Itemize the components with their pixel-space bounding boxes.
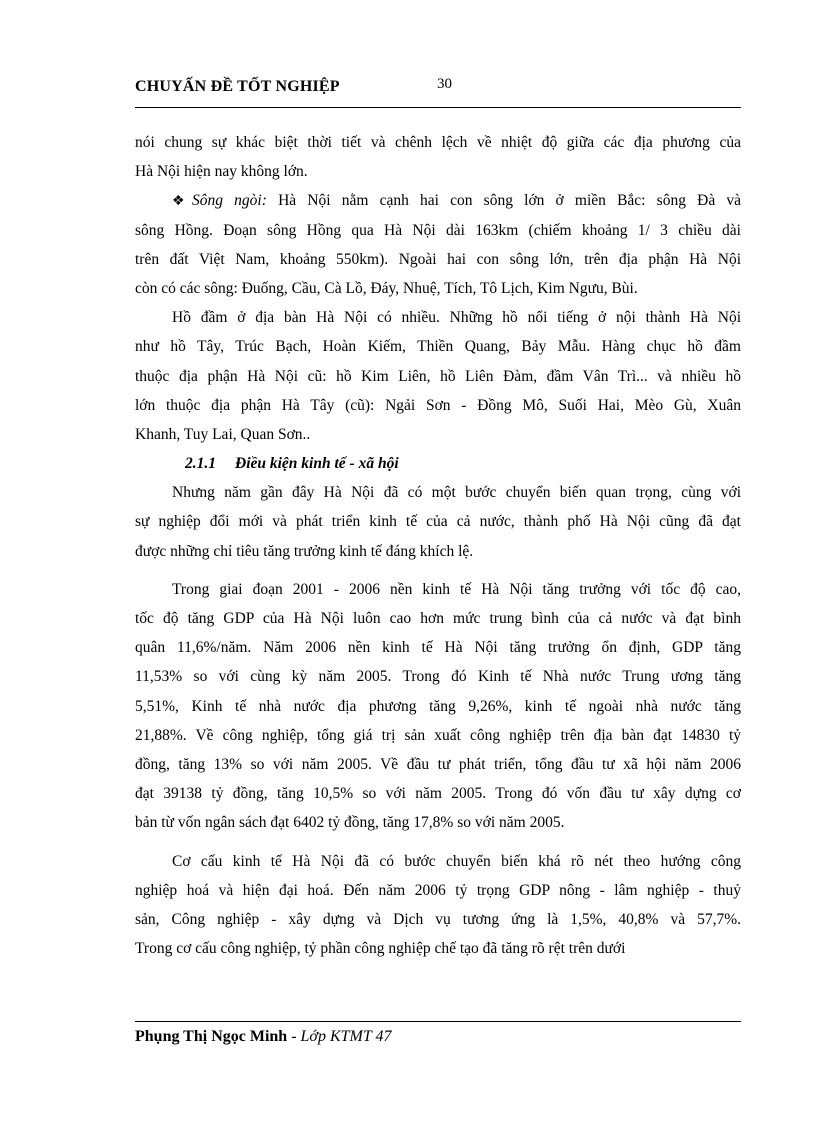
paragraph-spacer [135, 838, 741, 847]
footer-class: Lớp KTMT 47 [300, 1028, 392, 1045]
section-title: Điều kiện kinh tế - xã hội [235, 455, 399, 473]
footer-separator: - [287, 1028, 301, 1045]
paragraph-spacer [135, 566, 741, 575]
paragraph-line: được những chỉ tiêu tăng trưởng kinh tế đáng khích lệ. [135, 542, 474, 560]
footer-divider [135, 1021, 741, 1022]
paragraph-line: Hồ đầm ở địa bàn Hà Nội có nhiều. Những hồ nổi tiếng ở nội thành Hà Nội [172, 309, 741, 327]
paragraph-line: sự nghiệp đổi mới và phát triển kinh tế của cả nước, thành phố Hà Nội cũng đã đạt [135, 513, 741, 531]
footer-author: Phụng Thị Ngọc Minh [135, 1028, 288, 1045]
paragraph-line: sản, Công nghiệp - xây dựng và Dịch vụ tương ứng là 1,5%, 40,8% và 57,7%. [135, 910, 741, 928]
paragraph-line: lớn thuộc địa phận Hà Tây (cũ): Ngải Sơn - Đồng Mô, Suối Hai, Mèo Gù, Xuân [135, 396, 741, 414]
paragraph-line: Cơ cấu kinh tế Hà Nội đã có bước chuyển biến khá rõ nét theo hướng công [172, 852, 741, 870]
paragraph-line: Trong cơ cấu công nghiệp, tỷ phần công nghiệp chế tạo đã tăng rõ rệt trên dưới [135, 940, 626, 958]
page-footer [135, 1028, 391, 1046]
bullet-paragraph-line [135, 186, 741, 215]
bullet-label: Sông ngòi: [192, 192, 267, 210]
paragraph-line: 21,88%. Về công nghiệp, tổng giá trị sản xuất công nghiệp trên địa bàn đạt 14830 tỷ [135, 726, 741, 744]
paragraph-line: nghiệp hoá và hiện đại hoá. Đến năm 2006 tỷ trọng GDP nông - lâm nghiệp - thuỷ [135, 881, 741, 899]
paragraph-line: Khanh, Tuy Lai, Quan Sơn.. [135, 425, 311, 443]
header-title: CHUYẤN ĐỀ TỐT NGHIỆP [135, 78, 340, 95]
paragraph-line: còn có các sông: Đuống, Cầu, Cà Lồ, Đáy, Nhuệ, Tích, Tô Lịch, Kim Ngưu, Bùi. [135, 279, 638, 297]
paragraph-line: nói chung sự khác biệt thời tiết và chênh lệch về nhiệt độ giữa các địa phương của [135, 134, 741, 151]
paragraph-line: quân 11,6%/năm. Năm 2006 nền kinh tế Hà Nội tăng trưởng ổn định, GDP tăng [135, 639, 741, 657]
body-text [135, 128, 741, 963]
paragraph-line: bản từ vốn ngân sách đạt 6402 tỷ đồng, tăng 17,8% so với năm 2005. [135, 814, 565, 832]
paragraph-line: Nhưng năm gần đây Hà Nội đã có một bước chuyển biến quan trọng, cùng với [172, 484, 741, 502]
paragraph-line: sông Hồng. Đoạn sông Hồng qua Hà Nội dài 163km (chiếm khoảng 1/ 3 chiều dài [135, 221, 741, 239]
paragraph-line: tốc độ tăng GDP của Hà Nội luôn cao hơn mức trung bình của cả nước và đạt bình [135, 610, 741, 627]
paragraph-line: Trong giai đoạn 2001 - 2006 nền kinh tế Hà Nội tăng trưởng với tốc độ cao, [172, 580, 741, 598]
paragraph-line: như hồ Tây, Trúc Bạch, Hoàn Kiếm, Thiền Quang, Bảy Mẫu. Hàng chục hồ đầm [135, 338, 741, 356]
paragraph-line: 5,51%, Kinh tế nhà nước địa phương tăng 9,26%, kinh tế ngoài nhà nước tăng [135, 697, 741, 715]
diamond-bullet-icon: ❖ [172, 194, 185, 210]
paragraph-line: đạt 39138 tỷ đồng, tăng 10,5% so với năm 2005. Trong đó vốn đầu tư xây dựng cơ [135, 785, 741, 803]
header-divider [135, 107, 741, 108]
paragraph-line: đồng, tăng 13% so với năm 2005. Về đầu tư phát triển, tổng đầu tư xã hội năm 2006 [135, 755, 741, 773]
paragraph-line: thuộc địa phận Hà Nội cũ: hồ Kim Liên, hồ Liên Đàm, đầm Vân Trì... và nhiều hồ [135, 367, 741, 385]
paragraph-text: Hà Nội nằm cạnh hai con sông lớn ở miền Bắc: sông Đà và [278, 192, 741, 210]
paragraph-line: Hà Nội hiện nay không lớn. [135, 163, 308, 181]
section-number: 2.1.1 [185, 455, 216, 473]
page-number: 30 [437, 76, 452, 92]
section-heading [135, 449, 741, 478]
page-header [135, 74, 741, 108]
paragraph-line: trên đất Việt Nam, khoảng 550km). Ngoài hai con sông lớn, trên địa phận Hà Nội [135, 250, 741, 268]
paragraph-line: 11,53% so với cùng kỳ năm 2005. Trong đó Kinh tế Nhà nước Trung ương tăng [135, 668, 741, 686]
